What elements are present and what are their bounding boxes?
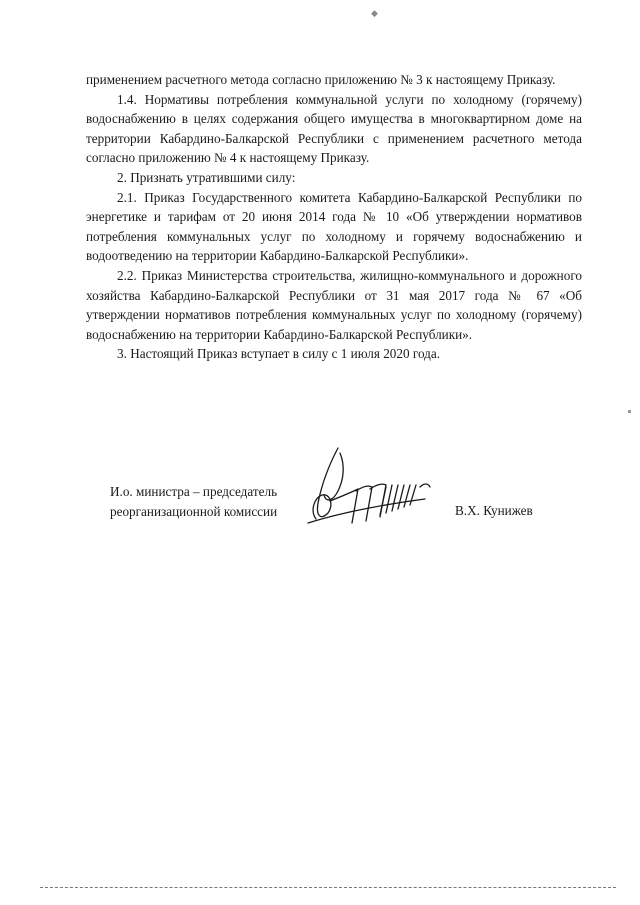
page-bottom-edge xyxy=(40,887,616,888)
signature-block xyxy=(110,478,580,548)
signatory-title-line-2: реорганизационной комиссии xyxy=(110,503,278,519)
handwritten-signature-icon xyxy=(300,443,460,538)
paragraph-2-2: 2.2. Приказ Министерства строительства, жилищно-коммунального и дорожного хозяйства Кабардино-Балкарской Республики от 31 мая 2017 года № 67 «Об утверждении нормативов потребления коммунальных услуг по холодному (горячему) водоснабжению на территории Кабардино-Балкарской Республики». xyxy=(86,267,582,342)
signatory-name: В.Х. Кунижев xyxy=(455,503,533,518)
document-body xyxy=(86,70,582,364)
scan-speck xyxy=(628,410,631,413)
page-mark: ◆ xyxy=(371,8,378,18)
signatory-title-line-1: И.о. министра – председатель xyxy=(110,484,278,499)
paragraph-2: 2. Признать утратившими силу: xyxy=(117,169,296,185)
paragraph-2-1: 2.1. Приказ Государственного комитета Кабардино-Балкарской Республики по энергетике и тарифам от 20 июня 2014 года № 10 «Об утверждении нормативов потребления коммунальных услуг по холодному и горячему водоснабжению и водоотведению на территории Кабардино-Балкарской Республики». xyxy=(86,189,582,264)
paragraph-3: 3. Настоящий Приказ вступает в силу с 1 июля 2020 года. xyxy=(117,346,441,362)
signatory-title xyxy=(110,482,277,521)
paragraph-1-4: 1.4. Нормативы потребления коммунальной услуги по холодному (горячему) водоснабжению в целях содержания общего имущества в многоквартирном доме на территории Кабардино-Балкарской Республики с применением расчетного метода согласно приложению № 4 к настоящему Приказу. xyxy=(86,91,582,166)
paragraph-continuation: применением расчетного метода согласно приложению № 3 к настоящему Приказу. xyxy=(86,72,556,87)
